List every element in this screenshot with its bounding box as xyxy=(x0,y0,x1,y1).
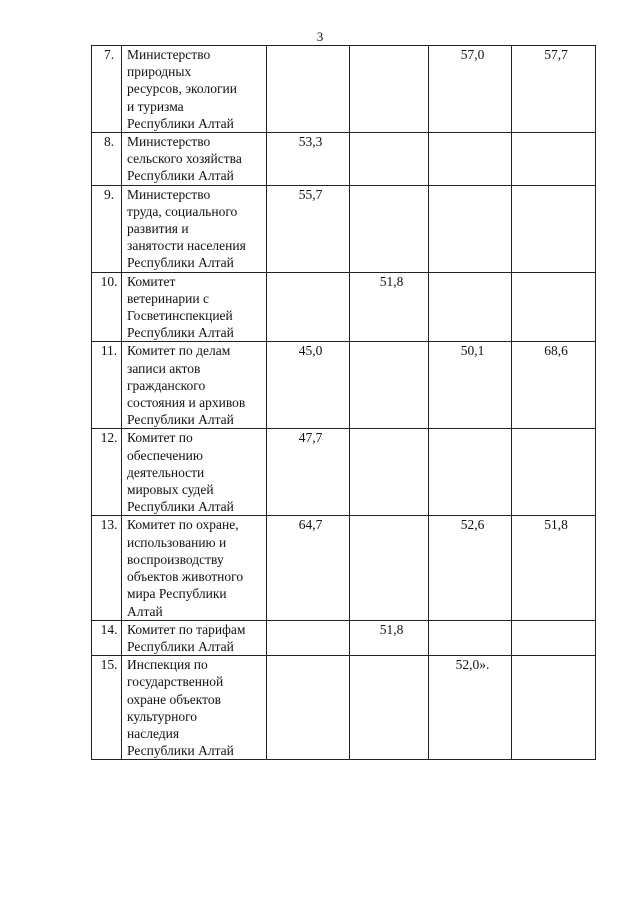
value-cell-v1: 45,0 xyxy=(267,342,350,429)
organization-name-line: культурного xyxy=(127,708,198,724)
organization-name-line: государственной xyxy=(127,674,224,690)
organization-name-line: записи актов xyxy=(127,360,201,376)
value-cell-v4 xyxy=(512,272,596,342)
organization-name-line: наследия xyxy=(127,725,180,741)
organization-name xyxy=(122,185,267,272)
row-number: 7. xyxy=(92,46,122,133)
organization-name-line: Республики Алтай xyxy=(127,255,234,271)
table-row xyxy=(92,185,596,272)
row-number: 10. xyxy=(92,272,122,342)
organization-name-line: Комитет xyxy=(127,273,176,289)
value-cell-v2 xyxy=(350,342,429,429)
organization-name-line: Республики Алтай xyxy=(127,115,234,131)
organization-name-line: природных xyxy=(127,64,192,80)
value-cell-v1: 53,3 xyxy=(267,133,350,186)
organization-name-line: сельского хозяйства xyxy=(127,151,242,167)
organization-name-line: труда, социального xyxy=(127,203,238,219)
organization-name-line: мировых судей xyxy=(127,482,214,498)
value-cell-v2 xyxy=(350,185,429,272)
value-cell-v3: 52,0». xyxy=(429,656,512,760)
organization-name xyxy=(122,516,267,620)
value-cell-v2 xyxy=(350,46,429,133)
organization-name-line: ресурсов, экологии xyxy=(127,81,237,97)
organization-name-line: Республики Алтай xyxy=(127,412,234,428)
organization-name xyxy=(122,620,267,655)
value-cell-v1 xyxy=(267,620,350,655)
value-cell-v3 xyxy=(429,620,512,655)
organization-name-line: Госветинспекцией xyxy=(127,308,233,324)
value-cell-v3 xyxy=(429,429,512,516)
organization-name-line: Комитет по делам xyxy=(127,343,231,359)
organization-name xyxy=(122,656,267,760)
value-cell-v4 xyxy=(512,656,596,760)
value-cell-v1 xyxy=(267,656,350,760)
table-row xyxy=(92,429,596,516)
value-cell-v3 xyxy=(429,133,512,186)
organization-name-line: гражданского xyxy=(127,377,206,393)
organization-name-line: Алтай xyxy=(127,603,163,619)
organization-name-line: ветеринарии с xyxy=(127,290,209,306)
organization-name-line: занятости населения xyxy=(127,238,246,254)
table-row xyxy=(92,620,596,655)
value-cell-v4 xyxy=(512,133,596,186)
value-cell-v1 xyxy=(267,46,350,133)
value-cell-v2: 51,8 xyxy=(350,272,429,342)
value-cell-v3: 50,1 xyxy=(429,342,512,429)
organization-name-line: Министерство xyxy=(127,134,211,150)
organization-name-line: Комитет по xyxy=(127,430,193,446)
row-number: 15. xyxy=(92,656,122,760)
table-row xyxy=(92,656,596,760)
value-cell-v1: 47,7 xyxy=(267,429,350,516)
organization-name-line: развития и xyxy=(127,221,189,237)
organization-name-line: Республики Алтай xyxy=(127,499,234,515)
table-row xyxy=(92,272,596,342)
table-row xyxy=(92,133,596,186)
organization-name-line: обеспечению xyxy=(127,447,203,463)
organization-name-line: объектов животного xyxy=(127,569,244,585)
row-number: 13. xyxy=(92,516,122,620)
row-number: 14. xyxy=(92,620,122,655)
table-row xyxy=(92,46,596,133)
organization-name xyxy=(122,272,267,342)
value-cell-v4: 51,8 xyxy=(512,516,596,620)
value-cell-v2 xyxy=(350,656,429,760)
value-cell-v4: 68,6 xyxy=(512,342,596,429)
organization-name-line: деятельности xyxy=(127,464,205,480)
value-cell-v3 xyxy=(429,185,512,272)
value-cell-v2 xyxy=(350,429,429,516)
organization-name-line: использованию и xyxy=(127,534,227,550)
organization-name-line: мира Республики xyxy=(127,586,227,602)
value-cell-v4 xyxy=(512,620,596,655)
organization-name-line: Комитет по тарифам xyxy=(127,621,246,637)
organization-name xyxy=(122,133,267,186)
value-cell-v4 xyxy=(512,429,596,516)
value-cell-v3: 52,6 xyxy=(429,516,512,620)
organization-name-line: состояния и архивов xyxy=(127,395,246,411)
value-cell-v1 xyxy=(267,272,350,342)
value-cell-v4 xyxy=(512,185,596,272)
value-cell-v3: 57,0 xyxy=(429,46,512,133)
value-cell-v2 xyxy=(350,516,429,620)
row-number: 12. xyxy=(92,429,122,516)
value-cell-v3 xyxy=(429,272,512,342)
value-cell-v2: 51,8 xyxy=(350,620,429,655)
organization-name-line: Республики Алтай xyxy=(127,743,234,759)
value-cell-v1: 55,7 xyxy=(267,185,350,272)
organization-name xyxy=(122,342,267,429)
organization-name-line: воспроизводству xyxy=(127,551,224,567)
organization-name xyxy=(122,46,267,133)
row-number: 11. xyxy=(92,342,122,429)
value-cell-v1: 64,7 xyxy=(267,516,350,620)
table-row xyxy=(92,516,596,620)
organization-name-line: Республики Алтай xyxy=(127,325,234,341)
organization-name-line: Комитет по охране, xyxy=(127,517,239,533)
data-table xyxy=(91,45,596,760)
organization-name-line: Республики Алтай xyxy=(127,638,234,654)
row-number: 9. xyxy=(92,185,122,272)
organization-name-line: Министерство xyxy=(127,186,211,202)
organization-name-line: Министерство xyxy=(127,47,211,62)
value-cell-v4: 57,7 xyxy=(512,46,596,133)
value-cell-v2 xyxy=(350,133,429,186)
organization-name-line: Республики Алтай xyxy=(127,168,234,184)
table-row xyxy=(92,342,596,429)
organization-name-line: Инспекция по xyxy=(127,657,208,673)
page-number: 3 xyxy=(316,29,324,44)
organization-name xyxy=(122,429,267,516)
organization-name-line: охране объектов xyxy=(127,691,221,707)
row-number: 8. xyxy=(92,133,122,186)
table-body xyxy=(92,46,596,760)
organization-name-line: и туризма xyxy=(127,98,184,114)
